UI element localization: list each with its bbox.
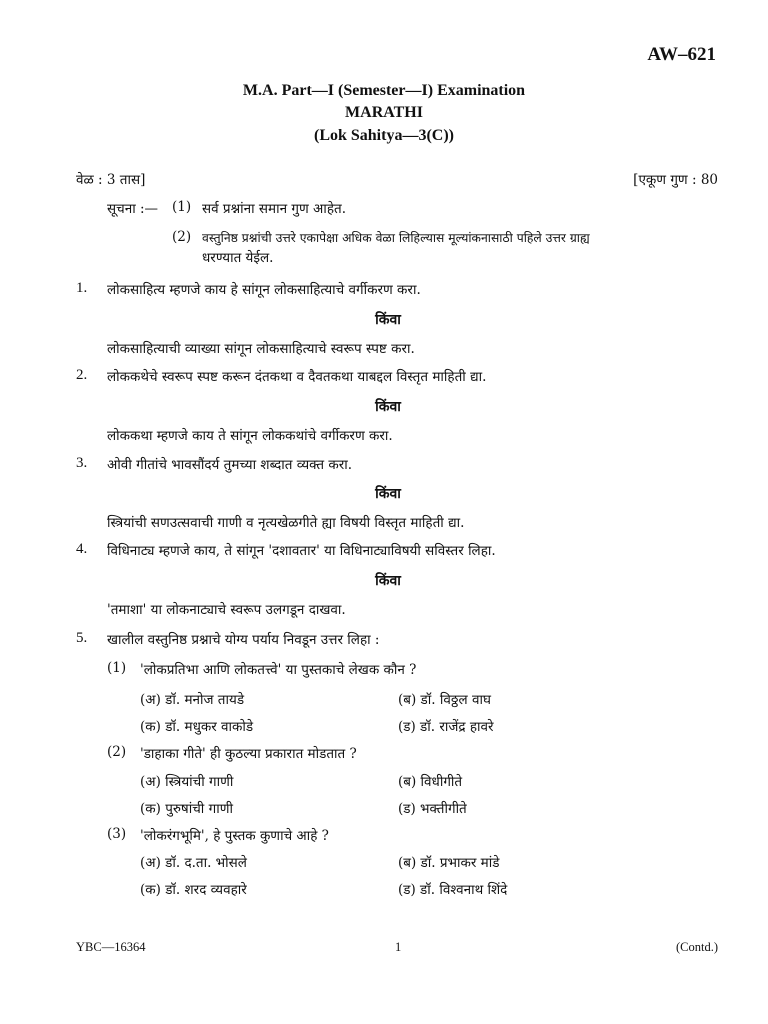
option-d: (ड) भक्तीगीते (398, 801, 467, 817)
or-label: किंवा (375, 486, 401, 502)
footer-code: YBC—16364 (76, 940, 146, 954)
option-c: (क) डॉ. मधुकर वाकोडे (140, 719, 254, 735)
option-a: (अ) डॉ. द.ता. भोसले (140, 855, 247, 871)
question-text: विधिनाट्य म्हणजे काय, ते सांगून 'दशावतार' या विधिनाट्याविषयी सविस्तर लिहा. (107, 543, 496, 559)
option-a: (अ) डॉ. मनोज तायडे (140, 692, 245, 708)
question-alt-text: 'तमाशा' या लोकनाट्याचे स्वरूप उलगडून दाखवा. (107, 602, 346, 618)
or-label: किंवा (375, 312, 401, 328)
question-alt-text: लोकसाहित्याची व्याख्या सांगून लोकसाहित्याचे स्वरूप स्पष्ट करा. (107, 341, 415, 357)
question-number: 5. (76, 630, 88, 646)
option-a: (अ) स्त्रियांची गाणी (140, 774, 234, 790)
time-allowed: वेळ : 3 तास] (76, 172, 146, 188)
subquestion-number: (2) (107, 744, 127, 760)
question-text: लोकसाहित्य म्हणजे काय हे सांगून लोकसाहित्याचे वर्गीकरण करा. (107, 282, 421, 298)
subquestion-text: 'लोकप्रतिभा आणि लोकतत्त्वे' या पुस्तकाचे लेखक कौन ? (140, 662, 417, 678)
subquestion-text: 'लोकरंगभूमि', हे पुस्तक कुणाचे आहे ? (140, 828, 329, 844)
instructions-label: सूचना :— (107, 201, 159, 217)
option-d: (ड) डॉ. राजेंद्र हावरे (398, 719, 494, 735)
question-text: लोककथेचे स्वरूप स्पष्ट करून दंतकथा व दैवतकथा याबद्दल विस्तृत माहिती द्या. (107, 369, 487, 385)
exam-title: M.A. Part—I (Semester—I) Examination (242, 82, 526, 99)
question-number: 3. (76, 455, 88, 471)
instruction-1: सर्व प्रश्नांना समान गुण आहेत. (202, 201, 347, 217)
total-marks: [एकूण गुण : 80 (633, 172, 718, 188)
question-alt-text: स्त्रियांची सणउत्सवाची गाणी व नृत्यखेळगीते ह्या विषयी विस्तृत माहिती द्या. (107, 515, 465, 531)
question-text: खालील वस्तुनिष्ठ प्रश्नाचे योग्य पर्याय निवडून उत्तर लिहा : (107, 632, 380, 648)
or-label: किंवा (375, 573, 401, 589)
question-number: 2. (76, 367, 88, 383)
paper-title: (Lok Sahitya—3(C)) (313, 127, 454, 144)
question-number: 1. (76, 280, 88, 296)
option-b: (ब) डॉ. प्रभाकर मांडे (398, 855, 500, 871)
question-text: ओवी गीतांचे भावसौंदर्य तुमच्या शब्दात व्यक्त करा. (107, 457, 353, 473)
continued-label: (Contd.) (675, 940, 718, 954)
option-c: (क) पुरुषांची गाणी (140, 801, 233, 817)
instruction-number-1: (1) (172, 199, 192, 215)
subquestion-number: (1) (107, 660, 127, 676)
instruction-2: वस्तुनिष्ठ प्रश्नांची उत्तरे एकापेक्षा अधिक वेळा लिहिल्यास मूल्यांकनासाठी पहिले उत्तर ग्राह्य (202, 231, 590, 245)
subquestion-text: 'डाहाका गीते' ही कुठल्या प्रकारात मोडतात ? (140, 746, 357, 762)
subquestion-number: (3) (107, 826, 127, 842)
option-c: (क) डॉ. शरद व्यवहारे (140, 882, 247, 898)
question-alt-text: लोककथा म्हणजे काय ते सांगून लोककथांचे वर्गीकरण करा. (107, 428, 393, 444)
subject-title: MARATHI (345, 104, 423, 121)
or-label: किंवा (375, 399, 401, 415)
instruction-2-cont: धरण्यात येईल. (202, 250, 274, 266)
option-b: (ब) विधीगीते (398, 774, 463, 790)
question-number: 4. (76, 541, 88, 557)
instruction-number-2: (2) (172, 229, 192, 245)
paper-code: AW–621 (647, 44, 716, 65)
option-d: (ड) डॉ. विश्वनाथ शिंदे (398, 882, 508, 898)
page-number: 1 (395, 940, 402, 954)
option-b: (ब) डॉ. विठ्ठल वाघ (398, 692, 491, 708)
